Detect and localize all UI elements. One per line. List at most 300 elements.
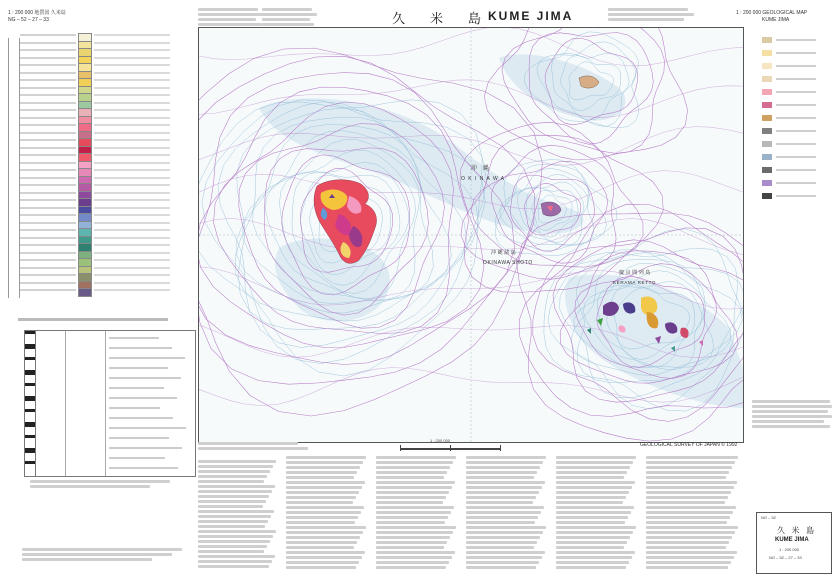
text-line [198, 495, 269, 498]
chart-text-line [109, 367, 168, 369]
text-line [198, 520, 268, 523]
text-line [286, 536, 360, 539]
text-line [466, 546, 534, 549]
legend-description [94, 117, 170, 119]
text-line [198, 515, 271, 518]
map-title-en: KUME JIMA [488, 9, 574, 23]
text-line [556, 486, 632, 489]
polarity-band [25, 338, 35, 344]
text-line [286, 481, 365, 484]
legend-unit-label [20, 42, 76, 44]
text-line [556, 556, 632, 559]
text-line [646, 506, 736, 509]
polarity-band [25, 370, 35, 375]
legend-description [94, 192, 170, 194]
symbol-legend-row [762, 62, 832, 71]
text-line [198, 510, 274, 513]
survey-copyright: GEOLOGICAL SURVEY OF JAPAN © 1992 [640, 442, 738, 448]
index-sheet-code: NG – 52 [761, 515, 776, 520]
text-line [376, 476, 444, 479]
text-line [466, 481, 545, 484]
legend-description [94, 214, 170, 216]
legend-unit-label [20, 199, 76, 201]
symbol-legend-label [776, 156, 816, 158]
polarity-band [25, 448, 35, 453]
text-line [466, 506, 544, 509]
text-line [376, 481, 455, 484]
legend-description [94, 282, 170, 284]
text-line [286, 541, 357, 544]
chart-text-line [109, 337, 159, 339]
polarity-band [25, 409, 35, 412]
legend-unit-label [20, 132, 76, 134]
chart-text-line [109, 357, 185, 359]
symbol-legend-label [776, 39, 816, 41]
polarity-band [25, 377, 35, 381]
text-line [646, 566, 728, 569]
symbol-legend-row [762, 127, 832, 136]
symbol-legend-label [776, 117, 816, 119]
text-line [466, 536, 540, 539]
symbol-legend-label [776, 169, 816, 171]
polarity-band [25, 429, 35, 433]
polarity-band [25, 403, 35, 407]
legend-unit-label [20, 237, 76, 239]
polarity-band [25, 396, 35, 401]
text-column [286, 456, 370, 572]
text-line [286, 461, 363, 464]
text-line [466, 566, 536, 569]
text-line [466, 526, 546, 529]
text-line [286, 526, 366, 529]
text-line [646, 536, 732, 539]
legend-description [94, 42, 170, 44]
text-line [198, 485, 275, 488]
map-series-name: KUME JIMA [762, 17, 790, 23]
label-kerama-jp: 慶 良 間 列 島 [619, 270, 651, 276]
legend-unit-label [20, 57, 76, 59]
text-line [376, 516, 448, 519]
symbol-legend-label [776, 143, 816, 145]
polarity-band [25, 455, 35, 459]
text-line [466, 476, 534, 479]
correlation-chart-note [30, 480, 190, 492]
chart-text-line [109, 387, 164, 389]
text-line [556, 466, 630, 469]
legend-unit-label [20, 109, 76, 111]
chart-text-line [109, 467, 178, 469]
legend-description [94, 34, 170, 36]
text-line [556, 546, 624, 549]
chart-text-line [109, 407, 160, 409]
text-line [646, 561, 731, 564]
symbol-legend-label [776, 91, 816, 93]
text-line [556, 501, 623, 504]
text-line [198, 530, 276, 533]
polarity-band [25, 344, 35, 349]
text-line [376, 521, 445, 524]
text-line [198, 555, 275, 558]
text-line [556, 541, 627, 544]
legend-unit-label [20, 267, 76, 269]
symbol-legend-row [762, 192, 832, 201]
text-line [198, 550, 264, 553]
symbol-legend-row [762, 166, 832, 175]
legend-unit-label [20, 117, 76, 119]
text-line [646, 541, 729, 544]
text-line [286, 511, 361, 514]
polarity-band [25, 435, 35, 438]
text-line [466, 561, 539, 564]
symbol-legend-row [762, 36, 832, 45]
publisher-info [198, 442, 318, 456]
legend-description [94, 259, 170, 261]
text-line [646, 471, 729, 474]
text-line [198, 525, 265, 528]
symbol-legend-swatch [762, 180, 772, 186]
legend-footnote [22, 548, 192, 568]
symbol-legend [762, 36, 832, 236]
text-line [198, 480, 264, 483]
text-line [466, 556, 542, 559]
polarity-band [25, 383, 35, 386]
legend-description [94, 64, 170, 66]
polarity-band [25, 461, 35, 464]
index-scale: 1 : 200 000 [779, 547, 800, 552]
legend-description [94, 57, 170, 59]
age-column [35, 331, 66, 476]
text-line [376, 506, 454, 509]
legend-unit-label [20, 207, 76, 209]
formation-column [65, 331, 106, 476]
polarity-band [25, 416, 35, 422]
legend-unit-label [20, 259, 76, 261]
legend-unit-label [20, 214, 76, 216]
text-line [376, 536, 450, 539]
index-title-en: KUME JIMA [775, 537, 809, 543]
symbol-legend-swatch [762, 167, 772, 173]
text-line [556, 491, 629, 494]
text-line [376, 466, 450, 469]
correlation-chart [24, 330, 196, 477]
legend-unit-label [20, 124, 76, 126]
polarity-band [25, 364, 35, 370]
text-line [646, 511, 733, 514]
legend-description [94, 102, 170, 104]
legend-description [94, 252, 170, 254]
legend-description [94, 267, 170, 269]
index-code: NG – 52 – 27 – 33 [769, 555, 802, 560]
text-line [376, 501, 443, 504]
text-line [198, 560, 272, 563]
correlation-chart-title [18, 316, 188, 326]
symbol-legend-row [762, 140, 832, 149]
text-line [376, 551, 455, 554]
text-line [466, 461, 543, 464]
polarity-band [25, 351, 35, 355]
text-line [556, 496, 626, 499]
text-line [556, 516, 628, 519]
text-line [286, 531, 363, 534]
text-line [556, 526, 636, 529]
legend-description [94, 222, 170, 224]
text-line [466, 456, 546, 459]
legend-description [94, 72, 170, 74]
text-line [466, 551, 545, 554]
text-line [286, 556, 362, 559]
description-column [105, 331, 195, 476]
text-column [198, 460, 280, 572]
text-line [198, 535, 273, 538]
legend-unit-label [20, 244, 76, 246]
text-line [376, 511, 451, 514]
geological-map[interactable] [198, 27, 744, 443]
legend-swatch [78, 288, 92, 297]
english-abstract-block [752, 400, 834, 440]
text-line [556, 551, 635, 554]
label-okinawa-jp: 沖 縄 [471, 165, 490, 172]
text-line [286, 491, 359, 494]
symbol-legend-row [762, 101, 832, 110]
chart-text-line [109, 427, 186, 429]
symbol-legend-label [776, 130, 816, 132]
text-line [646, 521, 727, 524]
symbol-legend-label [776, 195, 816, 197]
text-line [646, 496, 728, 499]
text-line [376, 456, 456, 459]
polarity-band [25, 331, 35, 334]
legend-unit-label [20, 222, 76, 224]
legend-description [94, 199, 170, 201]
symbol-legend-row [762, 49, 832, 58]
text-line [646, 461, 735, 464]
text-line [466, 511, 541, 514]
legend-unit-label [20, 34, 76, 36]
text-line [376, 561, 449, 564]
text-line [198, 465, 273, 468]
text-line [376, 541, 447, 544]
text-line [466, 486, 542, 489]
legend-unit-label [20, 139, 76, 141]
text-line [376, 491, 449, 494]
text-line [556, 481, 635, 484]
scale-caption: 1 : 200 000 地質図 久米島 [8, 10, 66, 16]
legend-unit-label [20, 94, 76, 96]
legend-unit-label [20, 102, 76, 104]
text-line [466, 541, 537, 544]
text-line [286, 501, 353, 504]
legend-unit-label [20, 177, 76, 179]
text-line [556, 456, 636, 459]
text-line [556, 511, 631, 514]
text-line [646, 546, 726, 549]
text-line [556, 566, 626, 569]
label-okinawa-en: O K I N A W A [461, 176, 506, 182]
text-line [556, 476, 624, 479]
legend-row [20, 287, 170, 296]
chart-text-line [109, 377, 181, 379]
scale-bar [400, 444, 520, 452]
text-line [198, 545, 267, 548]
text-line [466, 466, 540, 469]
text-line [556, 536, 630, 539]
polarity-band [25, 422, 35, 427]
text-line [198, 565, 269, 568]
text-line [556, 461, 633, 464]
symbol-legend-swatch [762, 50, 772, 56]
legend-unit-label [20, 87, 76, 89]
legend-panel [20, 32, 170, 302]
text-line [286, 466, 360, 469]
text-line [646, 486, 734, 489]
symbol-legend-row [762, 179, 832, 188]
symbol-legend-swatch [762, 63, 772, 69]
text-line [556, 531, 633, 534]
text-line [466, 516, 538, 519]
legend-description [94, 169, 170, 171]
legend-unit-label [20, 252, 76, 254]
map-series-caption: 1 : 200 000 GEOLOGICAL MAP [736, 10, 808, 16]
text-line [198, 475, 267, 478]
symbol-legend-label [776, 65, 816, 67]
polarity-band [25, 390, 35, 396]
legend-unit-label [20, 154, 76, 156]
legend-description [94, 87, 170, 89]
symbol-legend-swatch [762, 128, 772, 134]
text-line [286, 546, 354, 549]
label-shoto-en: OKINAWA SHOTO [483, 260, 533, 266]
label-kerama-en: KERAMA RETTO [613, 280, 657, 285]
polarity-band [25, 357, 35, 360]
text-line [646, 551, 737, 554]
legend-unit-label [20, 79, 76, 81]
legend-unit-label [20, 162, 76, 164]
text-line [286, 456, 366, 459]
text-line [376, 486, 452, 489]
legend-description [94, 79, 170, 81]
text-line [556, 506, 634, 509]
legend-unit-label [20, 282, 76, 284]
chart-text-line [109, 457, 165, 459]
text-line [286, 551, 365, 554]
symbol-legend-row [762, 114, 832, 123]
chart-text-line [109, 437, 169, 439]
text-line [466, 496, 536, 499]
text-column [646, 456, 742, 572]
text-line [376, 496, 446, 499]
symbol-legend-swatch [762, 193, 772, 199]
chart-text-line [109, 347, 172, 349]
text-line [376, 461, 453, 464]
text-line [286, 496, 356, 499]
text-line [376, 566, 446, 569]
text-line [466, 531, 543, 534]
text-line [286, 521, 355, 524]
legend-description [94, 109, 170, 111]
legend-unit-label [20, 192, 76, 194]
text-line [198, 505, 263, 508]
text-line [556, 561, 629, 564]
legend-unit-label [20, 147, 76, 149]
symbol-legend-label [776, 52, 816, 54]
text-line [286, 486, 362, 489]
text-line [286, 476, 354, 479]
text-line [556, 521, 625, 524]
text-line [286, 506, 364, 509]
text-column [376, 456, 460, 572]
legend-description [94, 184, 170, 186]
symbol-legend-label [776, 182, 816, 184]
scale-caption-footer: 1 : 200 000 [430, 438, 451, 443]
text-line [646, 491, 731, 494]
legend-description [94, 139, 170, 141]
legend-description [94, 94, 170, 96]
map-title-jp: 久 米 島 [392, 12, 488, 27]
text-line [646, 481, 737, 484]
legend-unit-label [20, 72, 76, 74]
text-line [198, 540, 270, 543]
text-line [646, 526, 738, 529]
text-line [376, 556, 452, 559]
text-line [646, 556, 734, 559]
index-title-jp: 久 米 島 [777, 526, 817, 535]
text-line [466, 521, 535, 524]
text-line [198, 460, 276, 463]
legend-unit-label [20, 49, 76, 51]
text-line [556, 471, 627, 474]
text-line [466, 491, 539, 494]
legend-description [94, 289, 170, 291]
symbol-legend-label [776, 104, 816, 106]
legend-unit-label [20, 169, 76, 171]
text-line [646, 516, 730, 519]
text-line [646, 466, 732, 469]
text-line [376, 546, 444, 549]
text-line [286, 566, 356, 569]
chart-text-line [109, 417, 173, 419]
legend-unit-label [20, 229, 76, 231]
legend-description [94, 237, 170, 239]
text-line [198, 500, 266, 503]
legend-description [94, 274, 170, 276]
legend-unit-label [20, 289, 76, 291]
symbol-legend-label [776, 78, 816, 80]
symbol-legend-swatch [762, 76, 772, 82]
legend-description [94, 229, 170, 231]
text-line [646, 501, 725, 504]
legend-description [94, 132, 170, 134]
text-line [286, 561, 359, 564]
legend-description [94, 207, 170, 209]
stratigraphic-column-axis [8, 38, 20, 298]
text-column [466, 456, 550, 572]
text-column [556, 456, 640, 572]
symbol-legend-swatch [762, 102, 772, 108]
map-canvas[interactable] [199, 28, 743, 442]
polarity-band [25, 468, 35, 474]
text-line [376, 531, 453, 534]
legend-description [94, 162, 170, 164]
legend-description [94, 49, 170, 51]
text-line [466, 501, 533, 504]
symbol-legend-swatch [762, 115, 772, 121]
text-line [376, 471, 447, 474]
symbol-legend-row [762, 88, 832, 97]
symbol-legend-swatch [762, 141, 772, 147]
sheet-code: NG – 52 – 27 – 33 [8, 17, 49, 23]
label-shoto-jp: 沖 縄 諸 島 [491, 250, 516, 256]
legend-description [94, 147, 170, 149]
